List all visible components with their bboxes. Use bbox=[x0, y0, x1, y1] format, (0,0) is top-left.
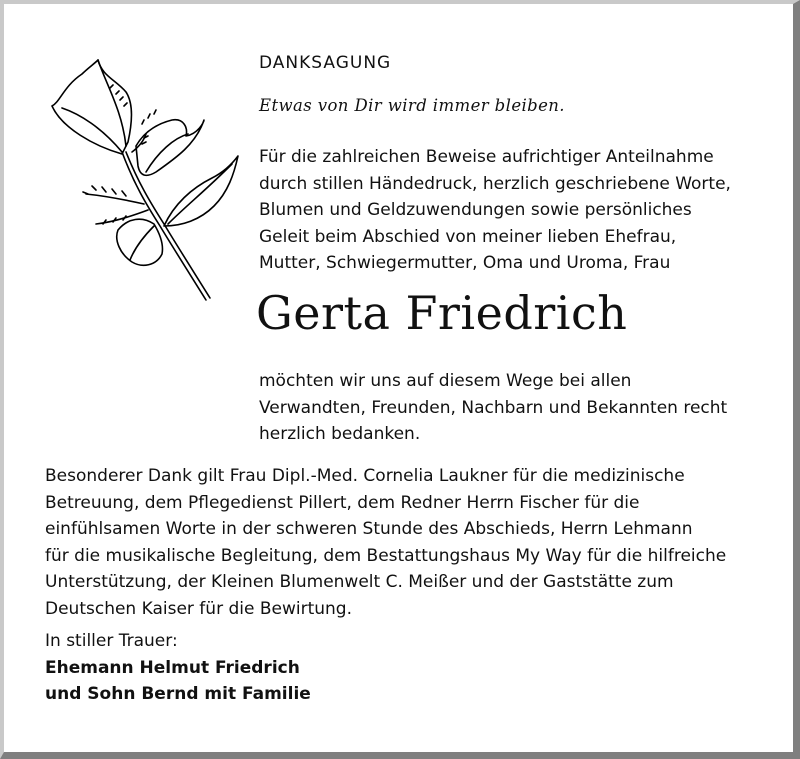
deceased-name: Gerta Friedrich bbox=[256, 286, 628, 340]
text-line: Besonderer Dank gilt Frau Dipl.-Med. Cornelia Laukner für die medizinische bbox=[45, 466, 685, 486]
signatory: Ehemann Helmut Friedrich bbox=[45, 657, 300, 678]
intro-paragraph bbox=[259, 144, 799, 277]
text-line: Mutter, Schwiegermutter, Oma und Uroma, Frau bbox=[259, 253, 671, 273]
text-line: möchten wir uns auf diesem Wege bei allen bbox=[259, 371, 632, 391]
text-line: Blumen und Geldzuwendungen sowie persönliches bbox=[259, 200, 692, 220]
signatory: und Sohn Bernd mit Familie bbox=[45, 684, 311, 704]
text-line: Unterstützung, der Kleinen Blumenwelt C. Meißer und der Gaststätte zum bbox=[45, 572, 674, 592]
special-thanks-paragraph bbox=[45, 463, 726, 622]
text-line: durch stillen Händedruck, herzlich geschriebene Worte, bbox=[259, 173, 731, 194]
mourning-block bbox=[45, 628, 311, 708]
text-line: herzlich bedanken. bbox=[259, 424, 421, 444]
motto: Etwas von Dir wird immer bleiben. bbox=[259, 96, 565, 115]
notice-heading: DANKSAGUNG bbox=[259, 53, 392, 73]
text-line: Geleit beim Abschied von meiner lieben Ehefrau, bbox=[259, 226, 677, 247]
text-line: für die musikalische Begleitung, dem Bestattungshaus My Way für die hilfreiche bbox=[45, 545, 727, 566]
calla-lily-icon bbox=[36, 54, 246, 304]
mourning-label: In stiller Trauer: bbox=[45, 631, 178, 651]
text-line: einfühlsamen Worte in der schweren Stunde des Abschieds, Herrn Lehmann bbox=[45, 519, 693, 539]
text-line: Verwandten, Freunden, Nachbarn und Bekannten recht bbox=[259, 397, 728, 418]
thanks-paragraph bbox=[259, 368, 727, 448]
text-line: Für die zahlreichen Beweise aufrichtiger Anteilnahme bbox=[259, 147, 714, 167]
text-line: Betreuung, dem Pflegedienst Pillert, dem Redner Herrn Fischer für die bbox=[45, 492, 640, 513]
text-line: Deutschen Kaiser für die Bewirtung. bbox=[45, 598, 352, 619]
